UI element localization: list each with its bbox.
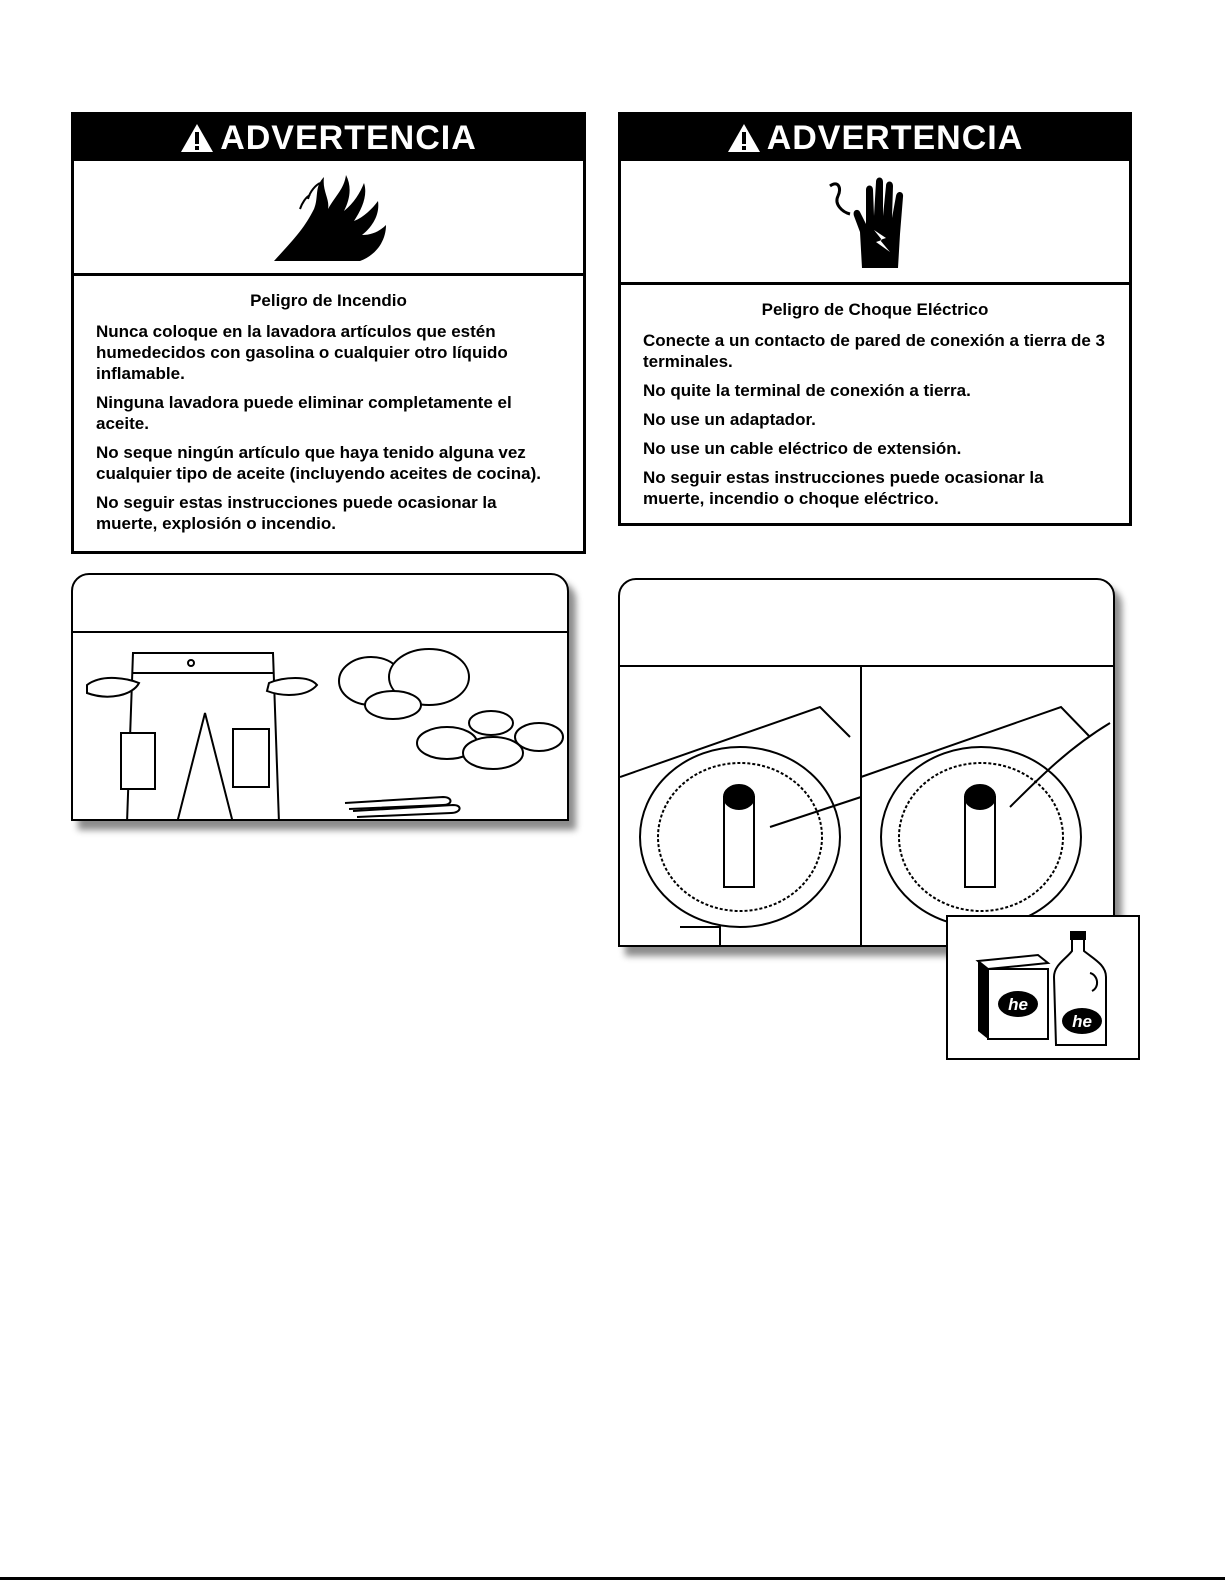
footer-rule	[0, 1577, 1225, 1580]
he-label: he	[1008, 995, 1028, 1014]
warning-header	[74, 115, 583, 161]
warning-triangle-icon	[180, 123, 214, 153]
warning-paragraph: No seque ningún artículo que haya tenido alguna vez cualquier tipo de aceite (incluyendo aceites de cocina).	[96, 443, 541, 483]
shock-warning-box	[618, 112, 1132, 526]
warning-paragraph: Nunca coloque en la lavadora artículos que estén humedecidos con gasolina o cualquier otro líquido inflamable.	[96, 322, 508, 383]
washer-tub-icon	[620, 667, 1115, 947]
warning-body	[74, 276, 583, 534]
fire-icon	[74, 161, 583, 276]
safety-pins-icon	[345, 797, 460, 817]
buttons-icon	[417, 711, 563, 769]
warning-paragraph: No quite la terminal de conexión a tierra.	[643, 381, 971, 400]
warning-paragraph: No seguir estas instrucciones puede ocasionar la muerte, incendio o choque eléctrico.	[643, 468, 1044, 508]
warning-triangle-icon	[727, 123, 761, 153]
frame-caption-bar	[73, 575, 567, 633]
coins-icon	[339, 649, 469, 719]
fire-warning-box	[71, 112, 586, 554]
warning-header-text: ADVERTENCIA	[220, 118, 477, 157]
warning-paragraph: Conecte a un contacto de pared de conexión a tierra de 3 terminales.	[643, 331, 1105, 371]
he-label: he	[1072, 1012, 1092, 1031]
hazard-title: Peligro de Choque Eléctrico	[761, 300, 989, 319]
washer-illustration-frame	[618, 578, 1115, 947]
warning-paragraph: Ninguna lavadora puede eliminar completamente el aceite.	[96, 393, 512, 433]
empty-pockets-icon	[87, 653, 317, 821]
pockets-illustration-frame	[71, 573, 569, 821]
warning-header-text: ADVERTENCIA	[766, 118, 1024, 157]
frame-caption-bar	[620, 580, 1113, 667]
pockets-illustration	[73, 633, 569, 821]
warning-header	[621, 115, 1129, 161]
warning-body	[621, 285, 1129, 509]
electric-shock-hand-icon	[621, 161, 1129, 285]
he-detergent-box	[946, 915, 1140, 1060]
warning-paragraph: No use un cable eléctrico de extensión.	[643, 439, 962, 458]
he-detergent-icon	[948, 917, 1138, 1058]
warning-paragraph: No use un adaptador.	[643, 410, 816, 429]
hazard-title: Peligro de Incendio	[250, 291, 407, 310]
warning-paragraph: No seguir estas instrucciones puede ocasionar la muerte, explosión o incendio.	[96, 493, 497, 533]
